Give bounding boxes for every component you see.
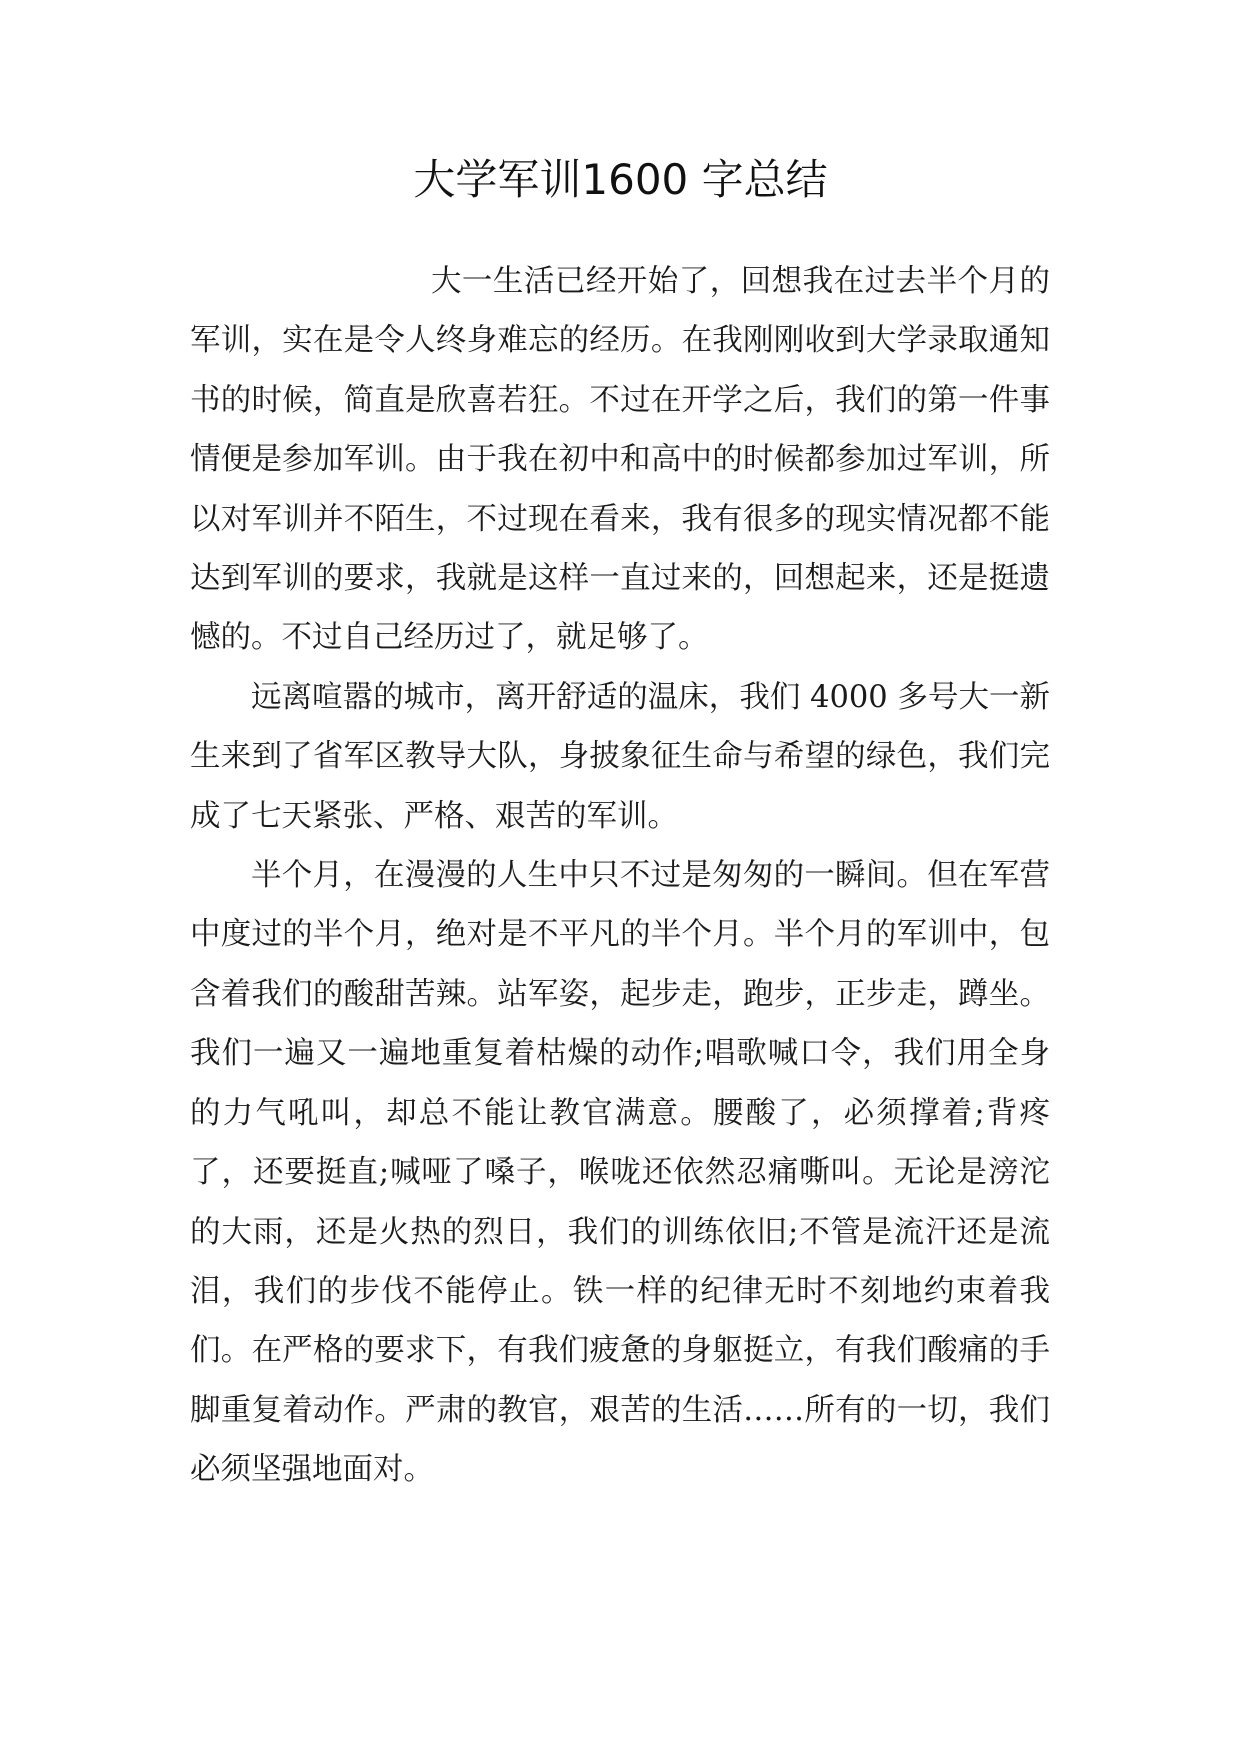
paragraph-3: 半个月，在漫漫的人生中只不过是匆匆的一瞬间。但在军营中度过的半个月，绝对是不平凡的半个月。半个月的军训中，包含着我们的酸甜苦辣。站军姿，起步走，跑步，正步走，蹲坐。我们一遍又一遍地重复着枯燥的动作;唱歌喊口令，我们用全身的力气吼叫，却总不能让教官满意。腰酸了，必须撑着;背疼了，还要挺直;喊哑了嗓子，喉咙还依然忍痛嘶叫。无论是滂沱的大雨，还是火热的烈日，我们的训练依旧;不管是流汗还是流泪，我们的步伐不能停止。铁一样的纪律无时不刻地约束着我们。在严格的要求下，有我们疲惫的身躯挺立，有我们酸痛的手脚重复着动作。严肃的教官，艰苦的生活……所有的一切，我们必须坚强地面对。 <box>190 858 1050 1488</box>
paragraph-1: 大一生活已经开始了，回想我在过去半个月的军训，实在是令人终身难忘的经历。在我刚刚收到大学录取通知书的时候，简直是欣喜若狂。不过在开学之后，我们的第一件事情便是参加军训。由于我在初中和高中的时候都参加过军训，所以对军训并不陌生，不过现在看来，我有很多的现实情况都不能达到军训的要求，我就是这样一直过来的，回想起来，还是挺遗憾的。不过自己经历过了，就足够了。 <box>190 264 1050 656</box>
document-title: 大学军训1600 字总结 <box>413 155 828 204</box>
paragraph-2: 远离喧嚣的城市，离开舒适的温床，我们 4000 多号大一新生来到了省军区教导大队，身披象征生命与希望的绿色，我们完成了七天紧张、严格、艰苦的军训。 <box>190 679 1050 834</box>
document-body <box>190 252 1050 1500</box>
